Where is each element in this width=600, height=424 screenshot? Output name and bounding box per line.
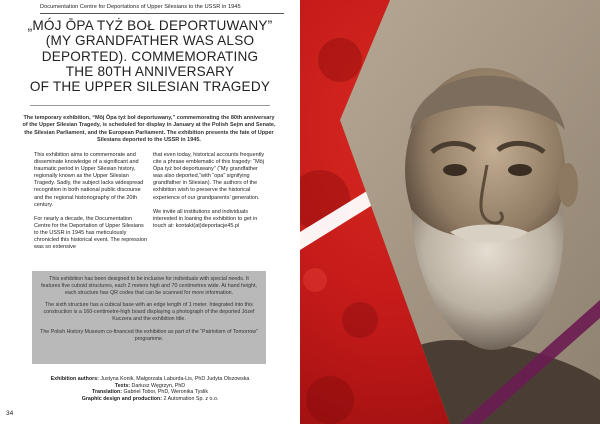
credit-label: Translation: (92, 389, 123, 396)
portrait-illustration (300, 0, 600, 424)
portrait-photo (300, 0, 600, 424)
info-box (32, 271, 266, 364)
credit-texts (20, 383, 280, 390)
running-head: Documentation Centre for Deportations of Upper Silesians to the USSR in 1945 (40, 2, 284, 14)
title-divider (30, 105, 270, 106)
credit-design (20, 396, 280, 403)
credit-translation (20, 389, 280, 396)
title-line: (MY GRANDFATHER WAS ALSO (45, 33, 255, 49)
credit-value: Gabriel Tobor, PhD, Weronika Tyslik (122, 389, 208, 396)
credits (20, 376, 280, 402)
credit-label: Texts: (114, 382, 131, 389)
info-paragraph: The Polish History Museum co-financed the exhibition as part of the “Patriotism of Tomorrow” programme. (40, 328, 258, 342)
body-paragraph: that even today, historical accounts frequently cite a phrase emblematic of this tragedy: “Mōj Ōpa tyż boł deportuwany” (“My grandfather was also deported,”with “opa” signifying grandfather in Silesian). The authors of the exhibition wish to preserve the historical experience of our grandparents’ generation. (153, 152, 265, 201)
page-number: 34 (6, 410, 14, 417)
credit-label: Exhibition authors: (50, 376, 99, 382)
info-paragraph: This exhibition has been designed to be inclusive for individuals with special needs. It features five cuboid structures, each 2 meters high and 70 centimetres wide. At hand height, each structure has QR codes that can be scanned for more information. (41, 276, 257, 296)
body-paragraph: For nearly a decade, the Documentation Centre for the Deportation of Upper Silesians to the USSR in 1945 has meticulously chronicled this historical event. The repression was so extensive (34, 215, 148, 251)
title-line: „MÓJ ŌPA TYŻ BOŁ DEPORTUWANY” (27, 18, 273, 33)
text-column-right (153, 152, 266, 237)
credit-authors (20, 376, 280, 383)
body-paragraph: This exhibition aims to commemorate and disseminate knowledge of a significant and traumatic period in Upper Silesian history, regionally known as the Upper Silesian Tragedy. Sadly, the subject lacks widespread recognition in both national public discourse and the regional historiography of the 20th century. (34, 152, 144, 208)
info-paragraph: The sixth structure has a cubical base with an edge length of 1 meter. Integrated into this construction is a 160-centimetre-high board displaying a photograph of the deported Józef Kuczera and the exhibition title. (43, 302, 255, 322)
credit-value: 2 Automation Sp. z o.o. (162, 395, 219, 402)
intro-paragraph: The temporary exhibition, “Mōj Ōpa tyż boł deportuwany,” commemorating the 80th anniversary of the Upper Silesian Tragedy, is scheduled for display in January at the Polish Sejm and Senate, the Silesian Parliament, and the European Parliament. The exhibition presents the fate of Upper Silesians deported to the USSR in 1945. (22, 115, 276, 143)
credit-value: Dariusz Węgrzyn, PhD (130, 382, 186, 389)
body-paragraph: We invite all institutions and individuals interested in loaning the exhibition to get in touch at: kontakt(at)deportacje45.pl (153, 208, 258, 229)
title-line: OF THE UPPER SILESIAN TRAGEDY (29, 79, 271, 95)
credit-label: Graphic design and production: (81, 395, 163, 402)
text-column-left (34, 152, 147, 258)
article-title (10, 18, 290, 94)
credit-value: Justyna Konik, Małgorzata Laburda-Lis, PhD Judyta Olszowska (98, 376, 250, 382)
title-line: THE 80TH ANNIVERSARY (65, 63, 235, 79)
title-line: DEPORTED). COMMEMORATING (41, 48, 259, 64)
